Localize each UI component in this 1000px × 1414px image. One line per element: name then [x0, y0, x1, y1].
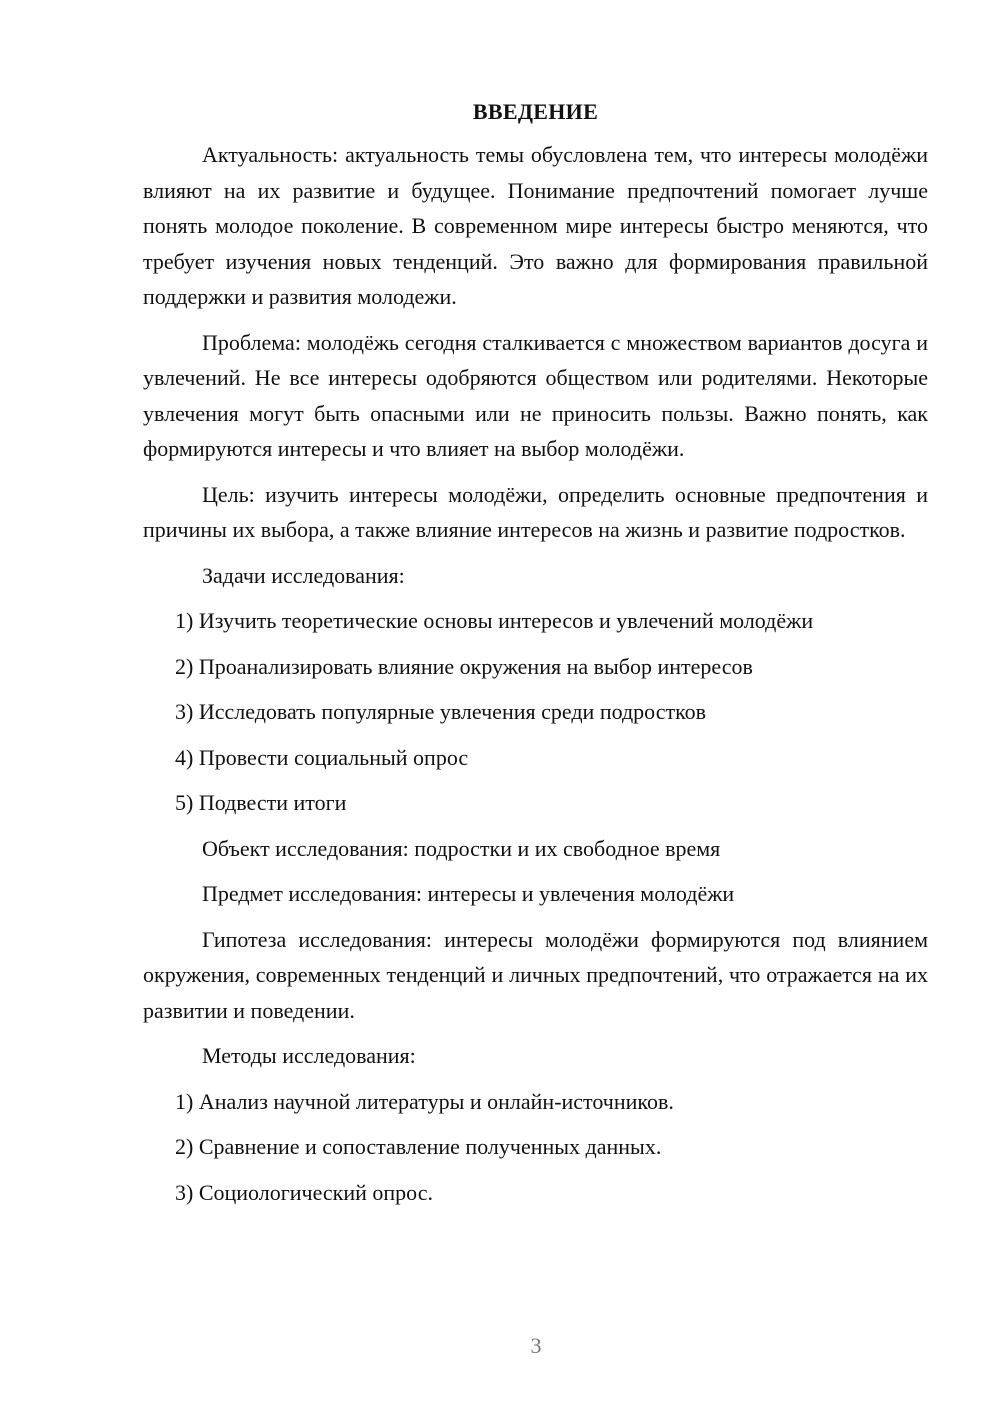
methods-heading: Методы исследования:	[202, 1043, 416, 1068]
hypothesis-paragraph: Гипотеза исследования: интересы молодёжи формируются под влиянием окружения, современных тенденций и личных предпочтений, что отражается на их развитии и поведении.	[143, 926, 928, 1023]
goal-paragraph: Цель: изучить интересы молодёжи, определить основные предпочтения и причины их выбора, а также влияние интересов на жизнь и развитие подростков.	[143, 481, 928, 542]
page-number: 3	[530, 1333, 542, 1358]
task-item: 2) Проанализировать влияние окружения на выбор интересов	[175, 653, 753, 679]
document-body	[143, 97, 928, 1220]
tasks-heading: Задачи исследования:	[202, 562, 405, 588]
method-item: 3) Социологический опрос.	[175, 1179, 433, 1205]
task-item: 4) Провести социальный опрос	[175, 744, 469, 770]
task-item: 1) Изучить теоретические основы интересов и увлечений молодёжи	[175, 608, 814, 633]
method-item: 2) Сравнение и сопоставление полученных данных.	[175, 1134, 662, 1159]
subject-line: Предмет исследования: интересы и увлечения молодёжи	[202, 881, 735, 906]
task-item: 3) Исследовать популярные увлечения среди подростков	[175, 699, 707, 724]
method-item: 1) Анализ научной литературы и онлайн-источников.	[175, 1088, 674, 1114]
page-title: ВВЕДЕНИЕ	[472, 99, 599, 124]
task-item: 5) Подвести итоги	[175, 790, 347, 815]
object-line: Объект исследования: подростки и их свободное время	[202, 835, 721, 861]
actuality-paragraph: Актуальность: актуальность темы обусловлена тем, что интересы молодёжи влияют на их развитие и будущее. Понимание предпочтений помогает лучше понять молодое поколение. В современном мире интересы быстро меняются, что требует изучения новых тенденций. Это важно для формирования правильной поддержки и развития молодежи.	[143, 142, 928, 309]
problem-paragraph: Проблема: молодёжь сегодня сталкивается с множеством вариантов досуга и увлечений. Не все интересы одобряются обществом или родителями. Некоторые увлечения могут быть опасными или не приносить пользы. Важно понять, как формируются интересы и что влияет на выбор молодёжи.	[143, 329, 928, 461]
